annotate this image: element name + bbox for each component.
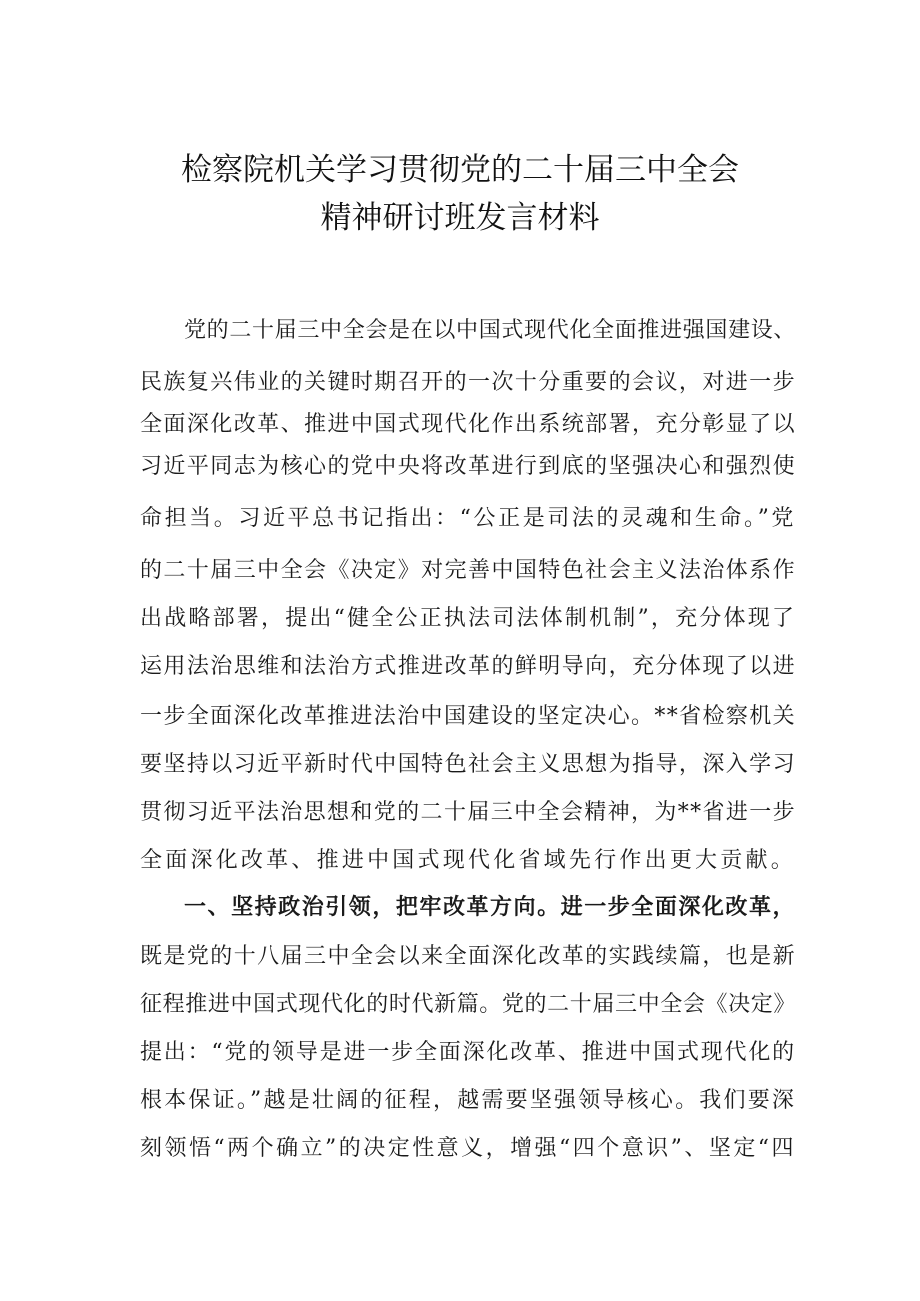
paragraph-line: 命担当。习近平总书记指出：“公正是司法的灵魂和生命。”党 bbox=[140, 506, 796, 531]
paragraph-line: 的二十届三中全会《决定》对完善中国特色社会主义法治体系作 bbox=[140, 558, 796, 583]
paragraph-line: 民族复兴伟业的关键时期召开的一次十分重要的会议，对进一步 bbox=[140, 370, 796, 395]
paragraph-line: 贯彻习近平法治思想和党的二十届三中全会精神，为**省进一步 bbox=[140, 800, 796, 825]
paragraph-line: 既是党的十八届三中全会以来全面深化改革的实践续篇，也是新 bbox=[140, 944, 796, 969]
paragraph-line: 征程推进中国式现代化的时代新篇。党的二十届三中全会《决定》 bbox=[140, 992, 796, 1017]
paragraph-line: 习近平同志为核心的党中央将改革进行到底的坚强决心和强烈使 bbox=[140, 454, 796, 479]
paragraph-line: 刻领悟“两个确立”的决定性意义，增强“四个意识”、坚定“四 bbox=[140, 1136, 796, 1161]
paragraph-line: 全面深化改革、推进中国式现代化省域先行作出更大贡献。 bbox=[140, 848, 796, 873]
paragraph-line: 出战略部署，提出“健全公正执法司法体制机制”，充分体现了 bbox=[140, 606, 796, 631]
document-title-line-2: 精神研讨班发言材料 bbox=[320, 200, 600, 236]
section-heading: 一、坚持政治引领，把牢改革方向。 bbox=[184, 895, 561, 920]
paragraph-line: 全面深化改革、推进中国式现代化作出系统部署，充分彰显了以 bbox=[140, 412, 796, 437]
section-heading-line bbox=[184, 893, 796, 923]
paragraph-line: 一步全面深化改革推进法治中国建设的坚定决心。**省检察机关 bbox=[140, 704, 796, 729]
document-title-line-1: 检察院机关学习贯彻党的二十届三中全会 bbox=[181, 152, 739, 188]
paragraph-line: 根本保证。”越是壮阔的征程，越需要坚强领导核心。我们要深 bbox=[140, 1088, 796, 1113]
paragraph-line: 要坚持以习近平新时代中国特色社会主义思想为指导，深入学习 bbox=[140, 752, 796, 777]
paragraph-line: 运用法治思维和法治方式推进改革的鲜明导向，充分体现了以进 bbox=[140, 654, 796, 679]
paragraph-line: 党的二十届三中全会是在以中国式现代化全面推进强国建设、 bbox=[184, 318, 796, 343]
section-heading-tail: 进一步全面深化改革， bbox=[560, 895, 796, 920]
paragraph-line: 提出：“党的领导是进一步全面深化改革、推进中国式现代化的 bbox=[140, 1040, 796, 1065]
